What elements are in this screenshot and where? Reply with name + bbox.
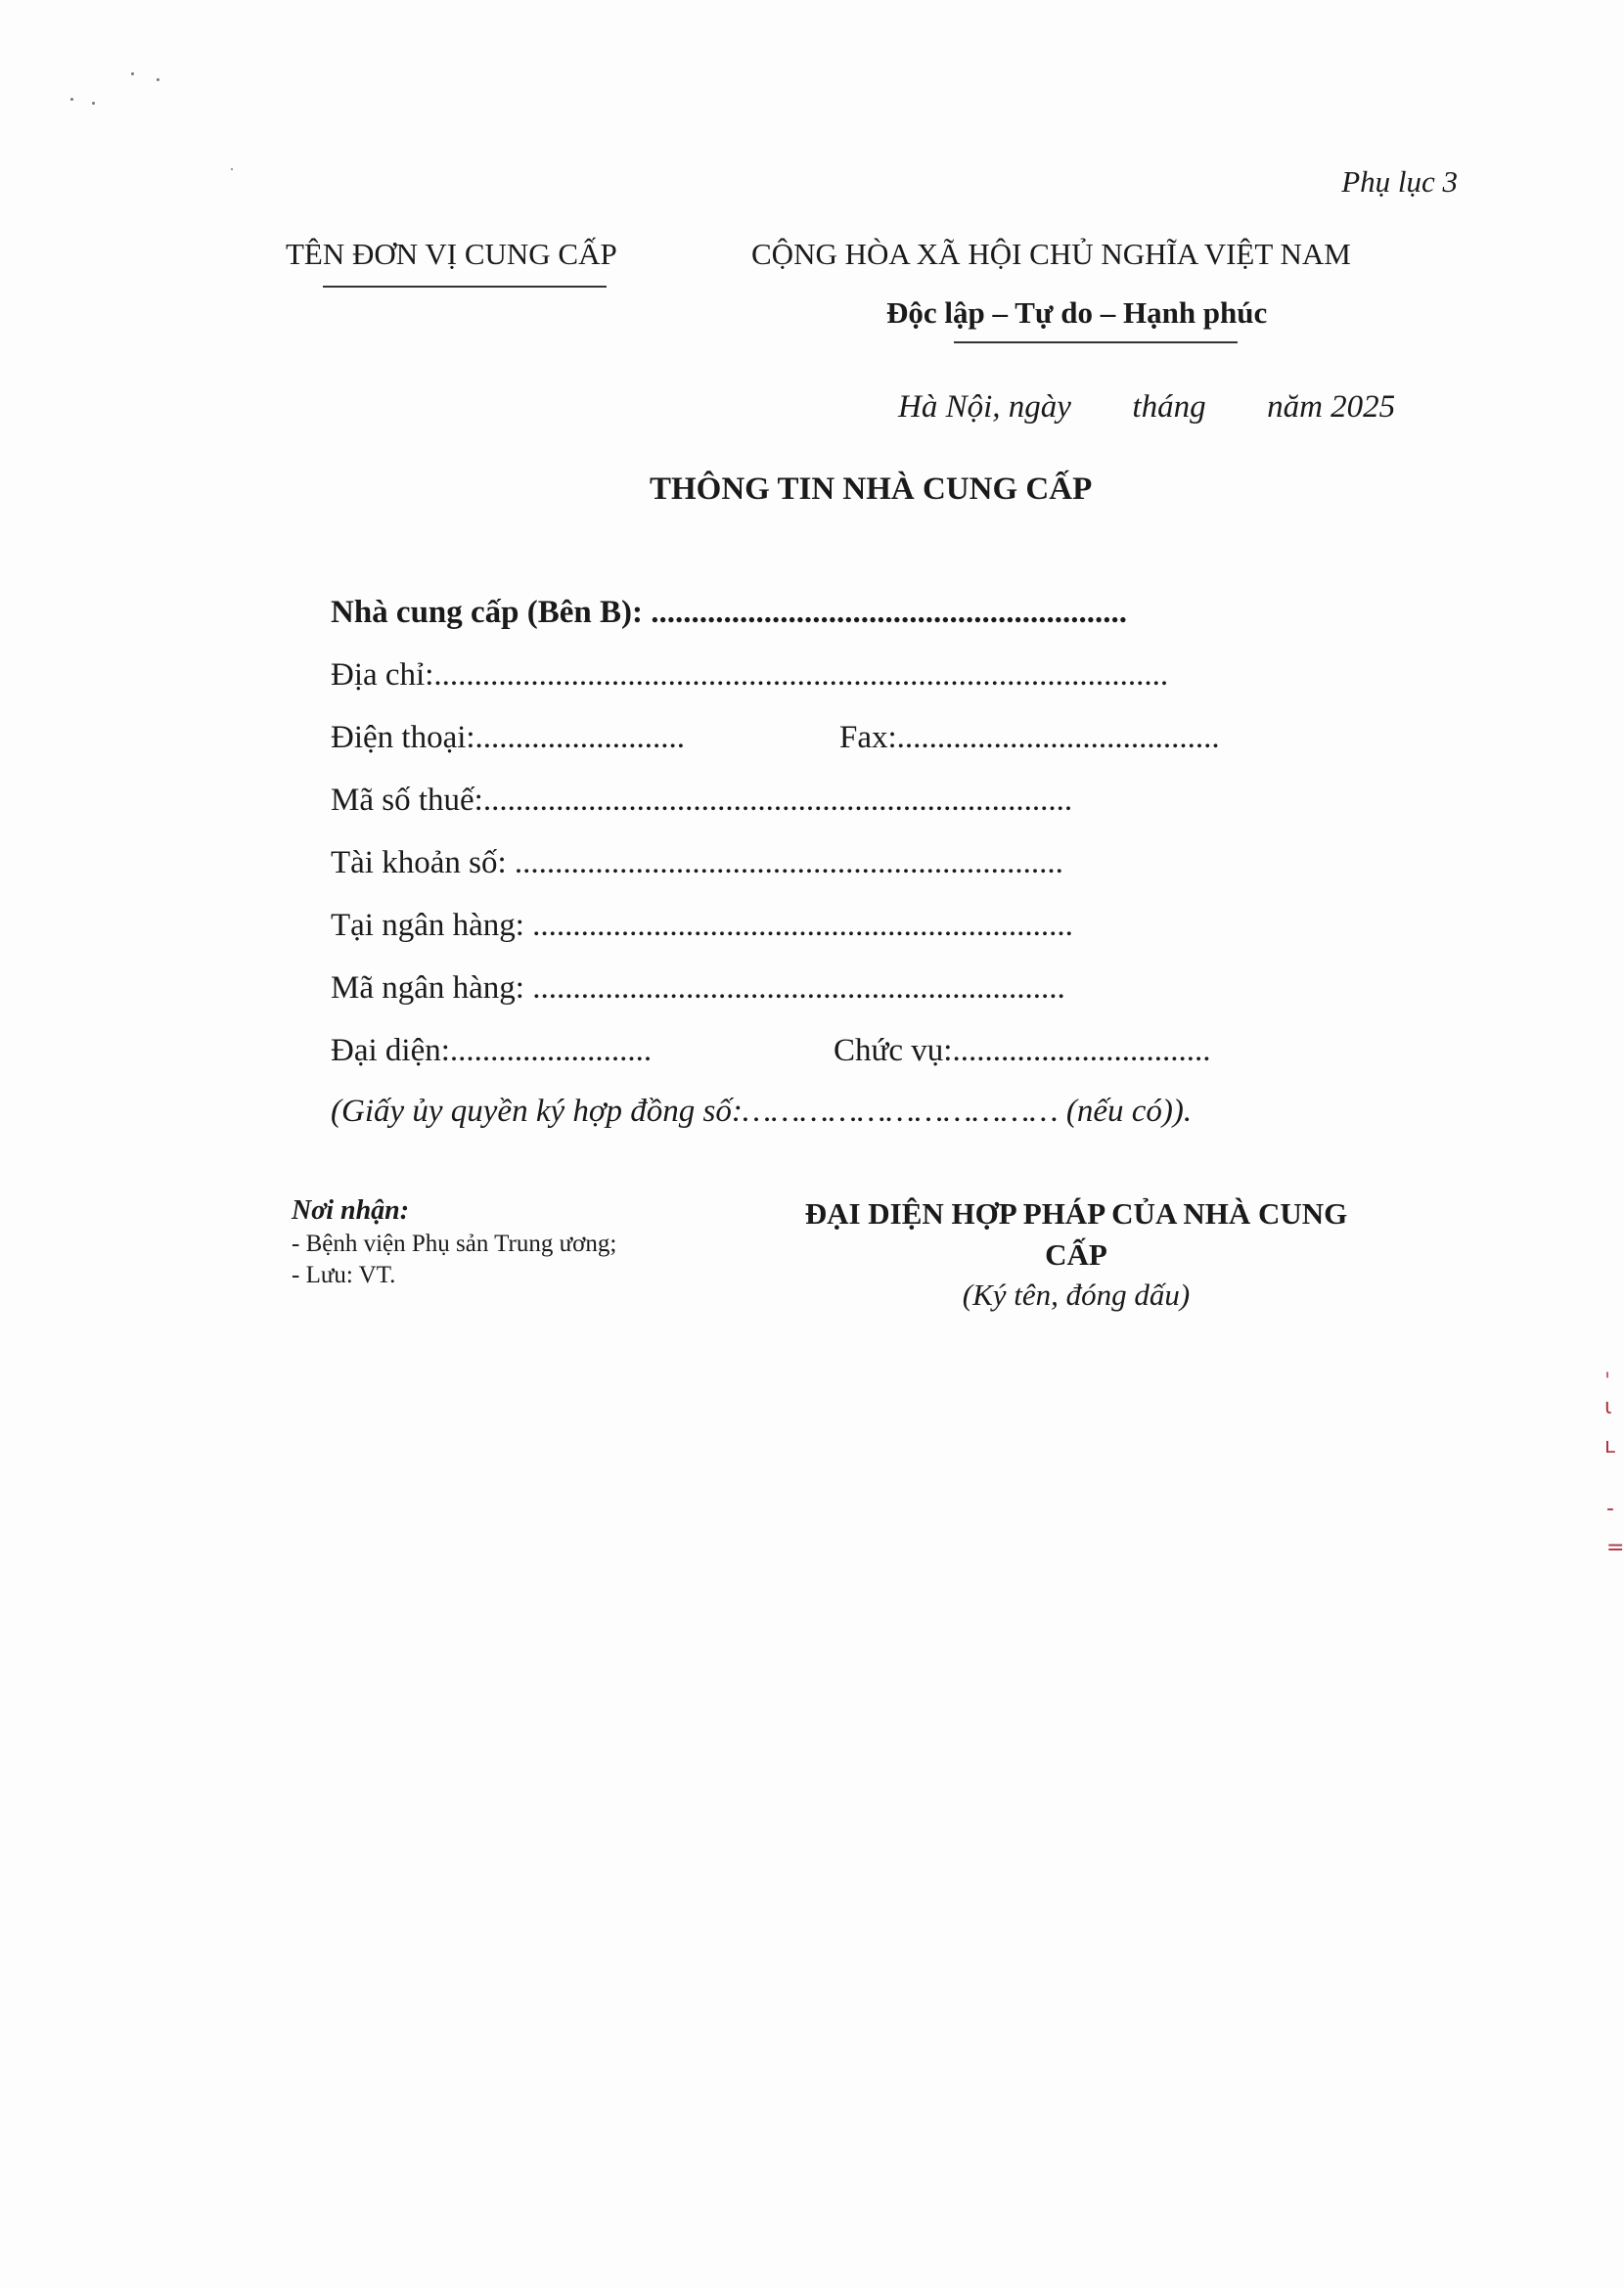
authorization-field: (Giấy ủy quyền ký hợp đồng số:…………………………… (nếu có)). <box>331 1094 1193 1129</box>
edge-mark: = <box>1606 1536 1624 1560</box>
edge-mark: - <box>1606 1497 1614 1521</box>
signature-block <box>802 1193 1350 1315</box>
bank-field: Tại ngân hàng: ................................................................... <box>331 908 1073 943</box>
org-name: TÊN ĐƠN VỊ CUNG CẤP <box>286 237 617 271</box>
republic-heading: CỘNG HÒA XÃ HỘI CHỦ NGHĨA VIỆT NAM <box>751 237 1351 271</box>
edge-mark: ɩ <box>1604 1395 1612 1419</box>
scan-speck <box>157 78 159 81</box>
recipient-item: - Bệnh viện Phụ sản Trung ương; <box>292 1231 617 1257</box>
phone-field: Điện thoại:.......................... <box>331 720 686 755</box>
appendix-label: Phụ lục 3 <box>1341 164 1458 199</box>
motto-underline <box>954 341 1238 343</box>
fax-field: Fax:........................................ <box>839 720 1220 755</box>
date-year: năm 2025 <box>1267 389 1396 425</box>
signature-title: ĐẠI DIỆN HỢP PHÁP CỦA NHÀ CUNG CẤP <box>804 1196 1348 1272</box>
document-title: THÔNG TIN NHÀ CUNG CẤP <box>650 471 1093 507</box>
bank-code-field: Mã ngân hàng: .................................................................. <box>331 970 1065 1006</box>
scan-speck <box>131 72 134 75</box>
motto: Độc lập – Tự do – Hạnh phúc <box>886 295 1268 330</box>
tax-code-field: Mã số thuế:......................................................................... <box>331 783 1073 818</box>
edge-mark: ʟ <box>1604 1434 1616 1458</box>
representative-field: Đại diện:......................... <box>331 1033 653 1068</box>
supplier-field: Nhà cung cấp (Bên B): ........................................................... <box>331 595 1128 630</box>
edge-mark: ˌ <box>1604 1356 1611 1380</box>
date-line <box>898 389 1395 426</box>
scan-speck <box>70 98 73 101</box>
account-field: Tài khoản số: .................................................................... <box>331 845 1063 880</box>
scan-speck <box>92 102 95 105</box>
org-name-underline <box>323 286 607 288</box>
signature-note: (Ký tên, đóng dấu) <box>962 1278 1191 1312</box>
recipient-item: - Lưu: VT. <box>292 1262 396 1288</box>
date-month: tháng <box>1132 389 1206 425</box>
address-field: Địa chỉ:........................................................................................... <box>331 657 1169 693</box>
scan-speck <box>231 168 233 170</box>
recipients-title: Nơi nhận: <box>292 1195 410 1226</box>
position-field: Chức vụ:................................ <box>834 1033 1211 1068</box>
date-place-day: Hà Nội, ngày <box>898 389 1071 425</box>
